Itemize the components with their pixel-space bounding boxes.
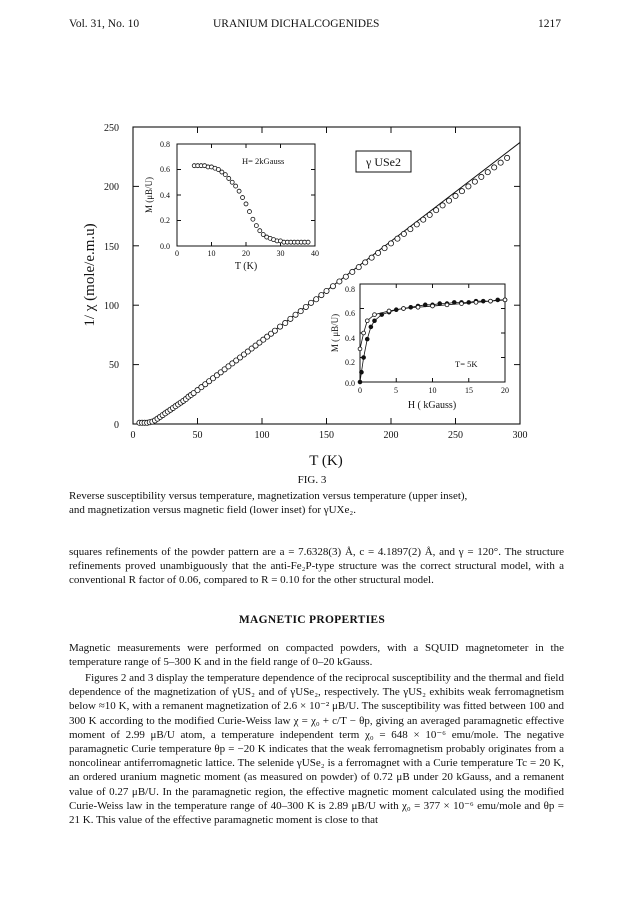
upper-x-tick-10: 10: [207, 249, 216, 258]
upper-data-point: [230, 180, 234, 184]
main-data-point: [485, 170, 490, 175]
lower-data-point: [373, 313, 377, 317]
lower-data-point: [362, 356, 366, 360]
main-data-point: [376, 250, 381, 255]
main-data-point: [298, 309, 303, 314]
lower-x-tick-15: 15: [465, 386, 473, 395]
lower-data-point: [365, 337, 369, 341]
y-tick-250: 250: [104, 123, 119, 134]
upper-x-tick-0: 0: [175, 249, 179, 258]
lower-x-axis-label: H ( kGauss): [407, 400, 457, 411]
main-data-point: [395, 236, 400, 241]
y-tick-200: 200: [104, 182, 119, 193]
figure-caption-line-1: Reverse susceptibility versus temperature, magnetization versus temperature (upper inset),: [69, 490, 468, 502]
upper-data-point: [254, 224, 258, 228]
upper-x-tick-30: 30: [276, 249, 285, 258]
main-data-point: [330, 284, 335, 289]
lower-data-point: [416, 305, 420, 309]
x-tick-200: 200: [383, 430, 399, 441]
upper-y-tick-0.8: 0.8: [160, 140, 170, 149]
upper-data-point: [251, 217, 255, 221]
main-data-point: [369, 255, 374, 260]
x-tick-100: 100: [254, 430, 270, 441]
lower-data-point: [387, 309, 391, 313]
lower-data-point: [481, 299, 485, 303]
upper-x-tick-20: 20: [242, 249, 250, 258]
x-tick-300: 300: [512, 430, 528, 441]
upper-data-point: [306, 240, 310, 244]
y-tick-0: 0: [114, 420, 119, 431]
main-data-point: [303, 304, 308, 309]
main-data-point: [492, 165, 497, 170]
main-data-point: [343, 274, 348, 279]
upper-data-point: [223, 173, 227, 177]
upper-data-point: [247, 210, 251, 214]
lower-y-tick-0.0: 0.0: [345, 379, 355, 388]
lower-y-tick-0.8: 0.8: [345, 285, 355, 294]
main-data-point: [421, 217, 426, 222]
main-data-point: [356, 265, 361, 270]
lower-data-point: [474, 300, 478, 304]
section-heading: MAGNETIC PROPERTIES: [238, 614, 386, 626]
lower-data-point: [358, 347, 362, 351]
upper-x-axis-label: T (K): [234, 261, 258, 272]
lower-y-axis-label: M ( μB/U): [330, 313, 340, 353]
main-data-point: [401, 231, 406, 236]
upper-data-point: [234, 184, 238, 188]
upper-data-point: [237, 189, 241, 193]
upper-data-point: [244, 202, 248, 206]
y-tick-50: 50: [109, 360, 119, 371]
main-data-point: [453, 193, 458, 198]
lower-data-point: [503, 298, 507, 302]
page-number: 1217: [538, 18, 561, 30]
lower-data-point: [365, 319, 369, 323]
y-tick-150: 150: [104, 242, 119, 253]
main-data-point: [319, 293, 324, 298]
main-data-point: [505, 155, 510, 160]
lower-data-point: [431, 304, 435, 308]
upper-y-tick-0.2: 0.2: [160, 216, 170, 225]
x-tick-150: 150: [319, 430, 334, 441]
main-data-point: [277, 324, 282, 329]
lower-data-point: [467, 300, 471, 304]
lower-y-tick-0.6: 0.6: [345, 309, 355, 318]
main-data-point: [314, 297, 319, 302]
lower-y-tick-0.4: 0.4: [345, 334, 355, 343]
lower-x-tick-5: 5: [394, 386, 398, 395]
lower-data-point: [496, 298, 500, 302]
lower-x-tick-10: 10: [428, 386, 437, 395]
main-data-point: [308, 300, 313, 305]
main-data-point: [434, 208, 439, 213]
main-data-point: [388, 241, 393, 246]
lower-data-point: [489, 299, 493, 303]
main-data-point: [479, 174, 484, 179]
lower-data-point: [402, 307, 406, 311]
main-data-point: [293, 312, 298, 317]
upper-y-tick-0.0: 0.0: [160, 242, 170, 251]
main-data-point: [350, 269, 355, 274]
upper-data-point: [258, 229, 262, 233]
main-data-point: [283, 320, 288, 325]
lower-data-point: [358, 380, 362, 384]
upper-inset-field-label: H= 2kGauss: [242, 156, 285, 166]
lower-inset-temperature-label: T= 5K: [455, 359, 478, 369]
upper-x-tick-40: 40: [311, 249, 319, 258]
paragraph-magnetic-measurements: Magnetic measurements were performed on compacted powders, with a SQUID magnetometer in the temperature range of 5–300 K and in the field range of 0–20 kGauss.: [69, 642, 564, 669]
main-data-point: [472, 179, 477, 184]
main-data-point: [414, 222, 419, 227]
paragraph-magnetic-results: Figures 2 and 3 display the temperature dependence of the reciprocal susceptibility and the thermal and field dependence of the magnetization of γUS₂ and of γUSe₂, respectively. The γUS₂ exhibits weak ferromagnetism below ≈10 K, with a remanent magnetization of 2.6 × 10⁻² μB/U. The susceptibility was fitted between 100 and 300 K according to the modified Curie-Weiss law χ = χ₀ + c/T − θp, giving an averaged paramagnetic effective moment of 2.99 μB/U atom, a temperature independent term χ₀ = 648 × 10⁻⁶ emu/mole. The negative paramagnetic Curie temperature θp = −20 K indicates that the weak ferromagnetism probably originates from a noncolinear antiferromagnetic lattice. The selenide γUSe₂ is a ferromagnet with a Curie temperature Tc = 20 K, an ordered uranium magnetic moment (as measured on powder) of 0.72 μB under 20 kGauss, and a remanent value of 0.27 μB/U. In the paramagnetic region, the effective magnetic moment calculated using the modified Curie-Weiss law in the temperature range of 40–300 K is 2.89 μB/U with χ₀ = 377 × 10⁻⁶ emu/mole and θp = 21 K. This value of the effective paramagnetic moment is close to that: [69, 672, 564, 827]
upper-data-point: [227, 176, 231, 180]
paragraph-lattice-refinement: squares refinements of the powder pattern are a = 7.6328(3) Å, c = 4.1897(2) Å, and γ = 120°. The structure refinements proved unambiguously that the anti-Fe₂P-type structure was the correct structural model, with a conventional R factor of 0.06, compared to R = 0.10 for the other structural model.: [69, 546, 564, 587]
main-data-point: [427, 212, 432, 217]
main-data-point: [337, 279, 342, 284]
figure-label: FIG. 3: [297, 474, 327, 486]
main-data-point: [440, 203, 445, 208]
x-tick-50: 50: [192, 430, 203, 441]
main-data-point: [408, 227, 413, 232]
y-tick-100: 100: [104, 301, 119, 312]
main-data-point: [288, 316, 293, 321]
lower-data-point: [409, 305, 413, 309]
main-data-point: [272, 328, 277, 333]
compound-label: γ USe2: [366, 155, 401, 169]
lower-data-point: [373, 319, 377, 323]
main-data-point: [459, 189, 464, 194]
upper-y-tick-0.4: 0.4: [160, 191, 170, 200]
running-title: URANIUM DICHALCOGENIDES: [213, 18, 380, 30]
x-tick-0: 0: [130, 430, 136, 441]
journal-volume: Vol. 31, No. 10: [69, 18, 140, 30]
lower-data-point: [360, 370, 364, 374]
lower-data-point: [380, 313, 384, 317]
lower-y-tick-0.2: 0.2: [345, 358, 355, 367]
upper-y-axis-label: M (μB/U): [144, 176, 154, 214]
main-data-point: [446, 198, 451, 203]
main-data-point: [466, 184, 471, 189]
lower-data-point: [423, 303, 427, 307]
lower-data-point: [460, 302, 464, 306]
upper-y-tick-0.6: 0.6: [160, 165, 170, 174]
lower-x-tick-20: 20: [501, 386, 509, 395]
lower-data-point: [394, 308, 398, 312]
main-data-point: [382, 246, 387, 251]
x-tick-250: 250: [448, 430, 463, 441]
figure-caption-line-2: and magnetization versus magnetic field (lower inset) for γUXe₂.: [69, 504, 356, 516]
lower-data-point: [445, 303, 449, 307]
main-x-axis-label: T (K): [309, 453, 343, 469]
main-y-axis-label: 1/ χ (mole/e.m.u): [82, 223, 98, 327]
lower-data-point: [452, 300, 456, 304]
lower-inset-frame: [360, 284, 505, 382]
lower-x-tick-0: 0: [358, 386, 362, 395]
main-data-point: [363, 260, 368, 265]
lower-data-point: [369, 325, 373, 329]
lower-data-point: [438, 302, 442, 306]
lower-data-point: [362, 331, 366, 335]
upper-data-point: [241, 196, 245, 200]
main-data-point: [498, 160, 503, 165]
main-data-point: [324, 288, 329, 293]
